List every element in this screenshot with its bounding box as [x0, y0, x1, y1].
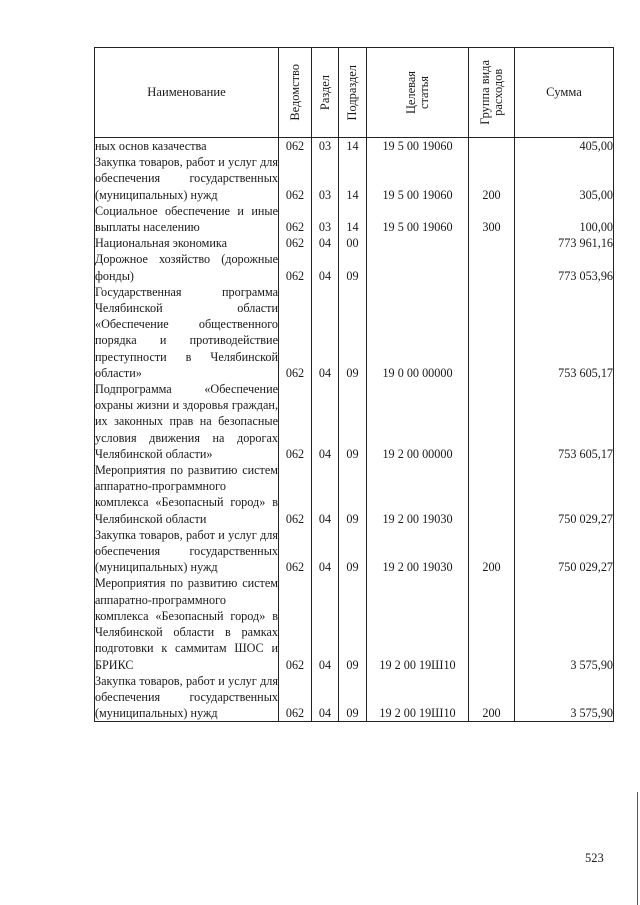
header-name: Наименование: [95, 48, 279, 138]
row-vedomstvo-cell: 062: [279, 381, 312, 462]
row-celevaya-statya-cell: 19 5 00 19060: [367, 154, 469, 203]
table-row: [95, 235, 614, 251]
row-podrazdel-cell: 14: [339, 203, 367, 235]
row-summa-cell: 773 053,96: [515, 251, 614, 283]
row-name-cell: Дорожное хозяйство (дорожные фонды): [95, 252, 278, 283]
row-gruppa-cell: 200: [469, 154, 515, 203]
row-summa-cell: 405,00: [515, 138, 614, 155]
row-razdel-cell: 04: [312, 527, 339, 576]
row-celevaya-statya-cell: [367, 251, 469, 283]
row-podrazdel-cell: 09: [339, 284, 367, 381]
row-gruppa-cell: [469, 284, 515, 381]
page-number: 523: [585, 851, 604, 865]
table-row: [95, 575, 614, 672]
row-celevaya-statya-cell: 19 0 00 00000: [367, 284, 469, 381]
header-vedomstvo: Ведомство: [279, 48, 312, 138]
header-razdel: Раздел: [312, 48, 339, 138]
table-row: [95, 138, 614, 155]
row-razdel-cell: 03: [312, 203, 339, 235]
row-name-cell: Мероприятия по развитию систем аппаратно-программного комплекса «Безопасный город» в Челябинской области в рамках подготовки к саммитам ШОС и БРИКС: [95, 576, 278, 672]
row-summa-cell: 305,00: [515, 154, 614, 203]
row-name-cell: Государственная программа Челябинской области «Обеспечение общественного порядка и противодействие преступности в Челябинской области»: [95, 284, 278, 380]
row-summa-cell: 3 575,90: [515, 575, 614, 672]
row-celevaya-statya-cell: 19 2 00 19030: [367, 527, 469, 576]
row-razdel-cell: 04: [312, 251, 339, 283]
row-podrazdel-cell: 09: [339, 381, 367, 462]
row-gruppa-cell: [469, 138, 515, 155]
table-row: [95, 203, 614, 235]
row-summa-cell: 750 029,27: [515, 527, 614, 576]
row-razdel-cell: 04: [312, 284, 339, 381]
row-celevaya-statya-cell: 19 5 00 19060: [367, 138, 469, 155]
table-row: [95, 673, 614, 722]
row-summa-cell: 3 575,90: [515, 673, 614, 722]
scan-edge-line: [637, 792, 638, 905]
row-name-cell: Закупка товаров, работ и услуг для обеспечения государственных (муниципальных) нужд: [95, 527, 278, 575]
header-celevaya-statya: Целевая статья: [367, 48, 469, 138]
row-gruppa-cell: 200: [469, 527, 515, 576]
row-name-cell: Подпрограмма «Обеспечение охраны жизни и здоровья граждан, их законных прав на безопасные условия движения на дорогах Челябинской области»: [95, 382, 278, 461]
row-celevaya-statya-cell: 19 2 00 00000: [367, 381, 469, 462]
row-razdel-cell: 04: [312, 235, 339, 251]
row-summa-cell: 753 605,17: [515, 284, 614, 381]
row-celevaya-statya-cell: [367, 235, 469, 251]
row-vedomstvo-cell: 062: [279, 462, 312, 527]
row-celevaya-statya-cell: 19 2 00 19Ш10: [367, 673, 469, 722]
header-podrazdel: Подраздел: [339, 48, 367, 138]
row-celevaya-statya-cell: 19 2 00 19Ш10: [367, 575, 469, 672]
row-vedomstvo-cell: 062: [279, 203, 312, 235]
budget-table-page: [94, 47, 613, 722]
table-row: [95, 462, 614, 527]
row-name-cell: Национальная экономика: [95, 235, 279, 251]
budget-table: [94, 47, 614, 722]
row-podrazdel-cell: 00: [339, 235, 367, 251]
row-vedomstvo-cell: 062: [279, 527, 312, 576]
row-name-cell: Социальное обеспечение и иные выплаты населению: [95, 203, 278, 235]
table-row: [95, 154, 614, 203]
row-podrazdel-cell: 14: [339, 138, 367, 155]
row-razdel-cell: 04: [312, 381, 339, 462]
row-gruppa-cell: [469, 251, 515, 283]
row-razdel-cell: 04: [312, 462, 339, 527]
header-summa: Сумма: [515, 48, 614, 138]
row-gruppa-cell: [469, 381, 515, 462]
row-podrazdel-cell: 09: [339, 527, 367, 576]
row-name-cell: ных основ казачества: [95, 138, 279, 155]
row-gruppa-cell: [469, 462, 515, 527]
row-podrazdel-cell: 09: [339, 462, 367, 527]
table-row: [95, 381, 614, 462]
row-name-cell: Закупка товаров, работ и услуг для обеспечения государственных (муниципальных) нужд: [95, 673, 278, 721]
row-razdel-cell: 04: [312, 575, 339, 672]
row-vedomstvo-cell: 062: [279, 251, 312, 283]
row-podrazdel-cell: 09: [339, 575, 367, 672]
row-razdel-cell: 03: [312, 154, 339, 203]
row-podrazdel-cell: 09: [339, 673, 367, 722]
row-vedomstvo-cell: 062: [279, 575, 312, 672]
row-name-cell: Закупка товаров, работ и услуг для обеспечения государственных (муниципальных) нужд: [95, 155, 278, 202]
row-razdel-cell: 03: [312, 138, 339, 155]
row-summa-cell: 753 605,17: [515, 381, 614, 462]
row-vedomstvo-cell: 062: [279, 284, 312, 381]
row-razdel-cell: 04: [312, 673, 339, 722]
row-name-cell: Мероприятия по развитию систем аппаратно-программного комплекса «Безопасный город» в Челябинской области: [95, 463, 278, 526]
row-vedomstvo-cell: 062: [279, 138, 312, 155]
row-summa-cell: 773 961,16: [515, 235, 614, 251]
row-vedomstvo-cell: 062: [279, 673, 312, 722]
row-gruppa-cell: [469, 575, 515, 672]
table-body: [95, 138, 614, 722]
row-vedomstvo-cell: 062: [279, 154, 312, 203]
table-row: [95, 284, 614, 381]
row-gruppa-cell: 200: [469, 673, 515, 722]
row-gruppa-cell: 300: [469, 203, 515, 235]
row-gruppa-cell: [469, 235, 515, 251]
row-summa-cell: 100,00: [515, 203, 614, 235]
row-podrazdel-cell: 14: [339, 154, 367, 203]
table-header-row: [95, 48, 614, 138]
table-row: [95, 251, 614, 283]
row-podrazdel-cell: 09: [339, 251, 367, 283]
row-celevaya-statya-cell: 19 5 00 19060: [367, 203, 469, 235]
row-vedomstvo-cell: 062: [279, 235, 312, 251]
row-celevaya-statya-cell: 19 2 00 19030: [367, 462, 469, 527]
row-summa-cell: 750 029,27: [515, 462, 614, 527]
header-gruppa-vida-rashodov: Группа вида расходов: [469, 48, 515, 138]
table-row: [95, 527, 614, 576]
